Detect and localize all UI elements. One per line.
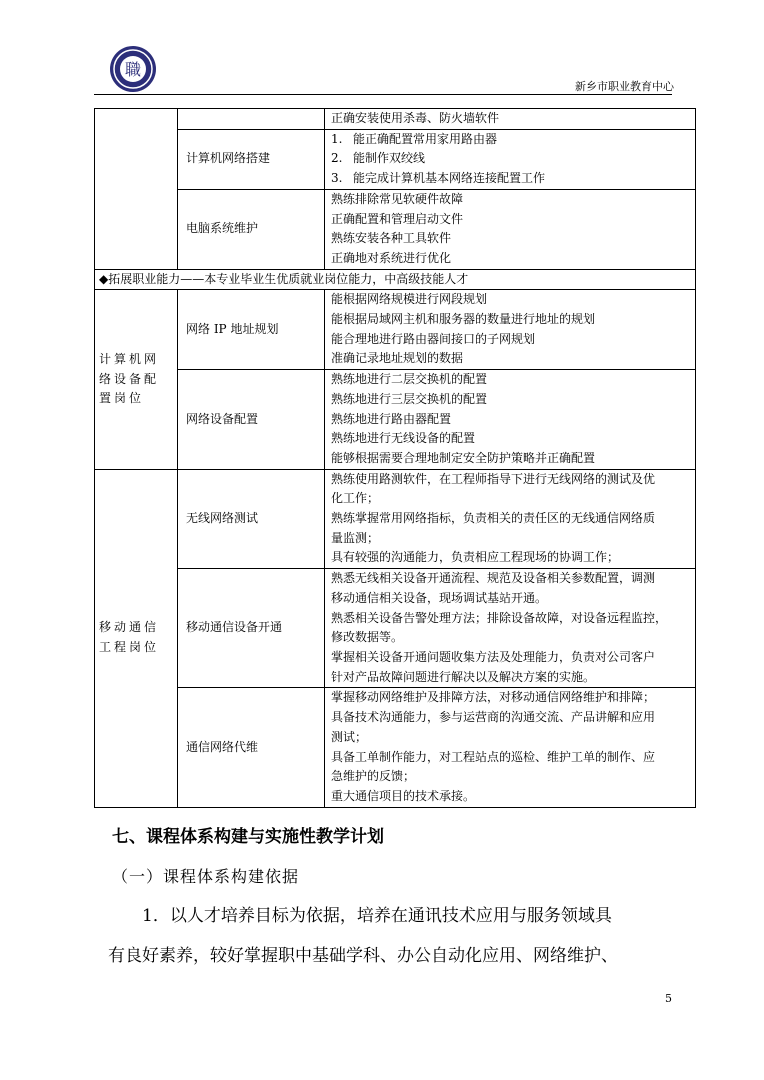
table-row [95, 189, 696, 269]
ability-name: 网络设备配置 [178, 370, 325, 470]
subsection-heading: （一）课程体系构建依据 [112, 867, 300, 886]
list-item: 熟练掌握常用网络指标，负责相关的责任区的无线通信网络质 [331, 511, 656, 526]
list-item: 具备工单制作能力，对工程站点的巡检、维护工单的制作、应 [331, 749, 656, 764]
list-item: 急维护的反馈； [331, 769, 416, 784]
list-item: 准确记录地址规划的数据 [331, 351, 464, 366]
ability-name: 无线网络测试 [178, 469, 325, 569]
table-row [95, 370, 696, 470]
list-item: 测试； [331, 729, 368, 744]
ability-name: 移动通信设备开通 [178, 569, 325, 688]
page-number: 5 [665, 992, 672, 1005]
list-item: 熟练地进行三层交换机的配置 [331, 391, 488, 406]
school-logo [108, 44, 158, 94]
table-row [95, 129, 696, 189]
list-item: 掌握相关设备开通问题收集方法及处理能力，负责对公司客户 [331, 649, 656, 664]
list-item: 能根据网络规模进行网段规划 [331, 292, 488, 307]
list-item: 熟练地进行路由器配置 [331, 411, 452, 426]
section-title: ◆拓展职业能力——本专业毕业生优质就业岗位能力，中高级技能人才 [95, 269, 696, 290]
ability-name: 电脑系统维护 [178, 189, 325, 269]
list-item: 具有较强的沟通能力，负责相应工程现场的协调工作； [331, 550, 620, 565]
table-row [95, 109, 696, 130]
list-item: 能合理地进行路由器间接口的子网规划 [331, 331, 536, 346]
svg-text:職: 職 [124, 60, 142, 79]
list-item: 量监测； [331, 530, 380, 545]
list-item: 正确配置和管理启动文件 [331, 211, 464, 226]
ability-name: 通信网络代维 [178, 688, 325, 807]
list-item: 化工作； [331, 491, 380, 506]
list-item: 熟悉相关设备告警处理方法；排除设备故障，对设备远程监控， [331, 610, 668, 625]
table-row [95, 469, 696, 569]
job-title: 移动通信工程岗位 [95, 469, 178, 807]
list-item: 具备技术沟通能力，参与运营商的沟通交流、产品讲解和应用 [331, 710, 656, 725]
list-item: 3. 能完成计算机基本网络连接配置工作 [331, 171, 546, 186]
body-paragraph [108, 896, 672, 976]
job-title: 计算机网络设备配置岗位 [95, 290, 178, 469]
list-item: 针对产品故障问题进行解决以及解决方案的实施。 [331, 669, 596, 684]
table-row [95, 290, 696, 370]
list-item: 正确安装使用杀毒、防火墙软件 [331, 111, 500, 125]
paragraph-line: 有良好素养，较好掌握职中基础学科、办公自动化应用、网络维护、 [108, 946, 618, 966]
section-row [95, 269, 696, 290]
ability-name: 计算机网络搭建 [178, 129, 325, 189]
list-item: 能根据局域网主机和服务器的数量进行地址的规划 [331, 312, 596, 327]
ability-table [94, 108, 696, 808]
list-item: 熟练地进行无线设备的配置 [331, 431, 476, 446]
list-item: 熟练安装各种工具软件 [331, 231, 452, 246]
paragraph-line: 1．以人才培养目标为依据，培养在通讯技术应用与服务领域具 [142, 906, 612, 926]
list-item: 熟练排除常见软硬件故障 [331, 191, 464, 206]
list-item: 移动通信相关设备，现场调试基站开通。 [331, 590, 548, 605]
header-org: 新乡市职业教育中心 [575, 80, 674, 93]
list-item: 正确地对系统进行优化 [331, 250, 452, 265]
list-item: 熟练地进行二层交换机的配置 [331, 372, 488, 387]
table-row [95, 569, 696, 688]
list-item: 修改数据等。 [331, 630, 404, 645]
list-item: 熟练使用路测软件，在工程师指导下进行无线网络的测试及优 [331, 471, 656, 486]
section-heading: 七、课程体系构建与实施性教学计划 [112, 827, 384, 847]
ability-name: 网络 IP 地址规划 [178, 290, 325, 370]
list-item: 掌握移动网络维护及排障方法，对移动通信网络维护和排障； [331, 690, 656, 705]
list-item: 熟悉无线相关设备开通流程、规范及设备相关参数配置，调测 [331, 571, 656, 586]
header-rule [94, 94, 672, 95]
list-item: 重大通信项目的技术承接。 [331, 788, 476, 803]
list-item: 能够根据需要合理地制定安全防护策略并正确配置 [331, 450, 596, 465]
table-row [95, 688, 696, 807]
list-item: 2. 能制作双绞线 [331, 151, 426, 166]
list-item: 1. 能正确配置常用家用路由器 [331, 131, 498, 146]
